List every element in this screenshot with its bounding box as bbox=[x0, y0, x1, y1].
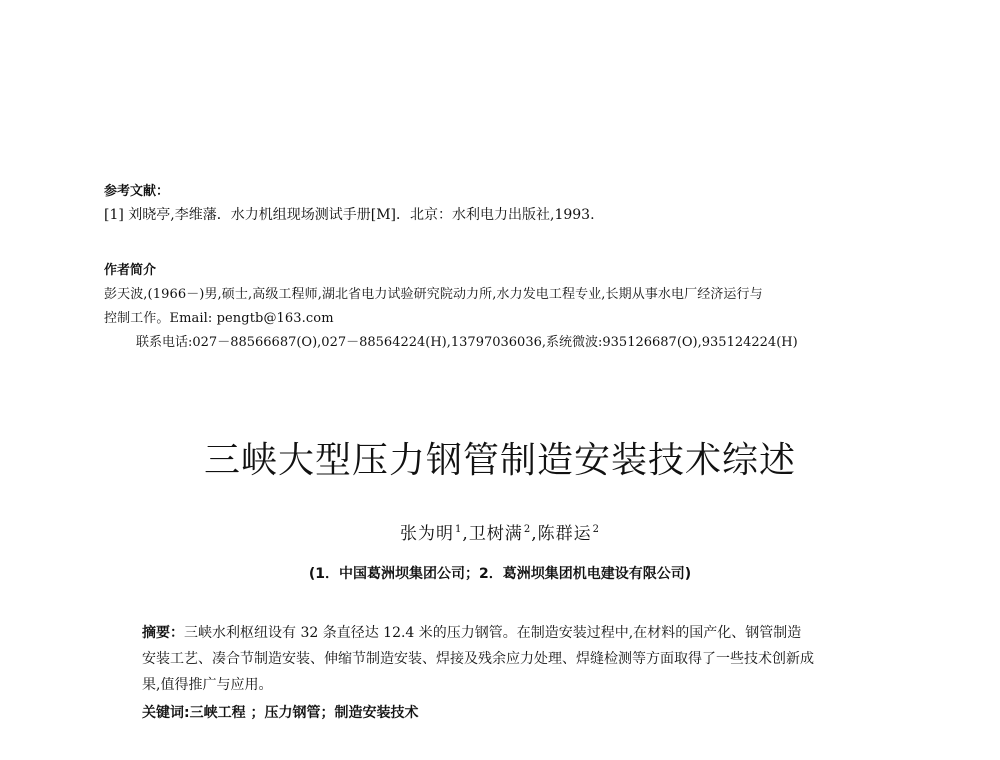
abstract-label: 摘要： bbox=[142, 625, 184, 641]
keywords-text: 三峡工程 ；压力钢管；制造安装技术 bbox=[189, 705, 419, 721]
reference-item: [1] 刘晓亭,李维藩．水力机组现场测试手册[M]．北京：水利电力出版社,1993. bbox=[104, 207, 595, 223]
author-separator: , bbox=[462, 524, 469, 544]
author-contact-line: 联系电话:027－88566687(O),027－88564224(H),13797036036,系统微波:935126687(O),935124224(H) bbox=[136, 335, 798, 350]
author-name: 张为明 bbox=[400, 524, 455, 544]
author-name: 陈群运 bbox=[537, 524, 592, 544]
keywords-label: 关键词: bbox=[142, 705, 190, 721]
abstract-line: 安装工艺、凑合节制造安装、伸缩节制造安装、焊接及残余应力处理、焊缝检测等方面取得了一些技术创新成 bbox=[142, 651, 814, 667]
author-bio-email-line: 控制工作。Email: pengtb@163.com bbox=[104, 311, 334, 326]
abstract-text: 三峡水利枢纽设有 32 条直径达 12.4 米的压力钢管。在制造安装过程中,在材料的国产化、钢管制造 bbox=[184, 625, 802, 641]
abstract-line: 果,值得推广与应用。 bbox=[142, 677, 273, 693]
author-separator: , bbox=[531, 524, 538, 544]
author-bio-line: 彭天波,(1966－)男,硕士,高级工程师,湖北省电力试验研究院动力所,水力发电工程专业,长期从事水电厂经济运行与 bbox=[104, 287, 763, 302]
affiliations: (1．中国葛洲坝集团公司；2．葛洲坝集团机电建设有限公司) bbox=[308, 566, 692, 582]
author-list bbox=[0, 519, 1000, 544]
article-title: 三峡大型压力钢管制造安装技术综述 bbox=[203, 440, 796, 481]
author-bio-heading: 作者简介 bbox=[104, 263, 157, 278]
author-name: 卫树满 bbox=[468, 524, 523, 544]
keywords bbox=[142, 702, 418, 722]
author-affiliation-mark: 2 bbox=[592, 524, 600, 535]
references-heading: 参考文献： bbox=[104, 184, 170, 199]
author-affiliation-mark: 2 bbox=[523, 524, 532, 535]
abstract-line bbox=[142, 620, 801, 646]
author-affiliation-mark: 1 bbox=[455, 524, 463, 535]
